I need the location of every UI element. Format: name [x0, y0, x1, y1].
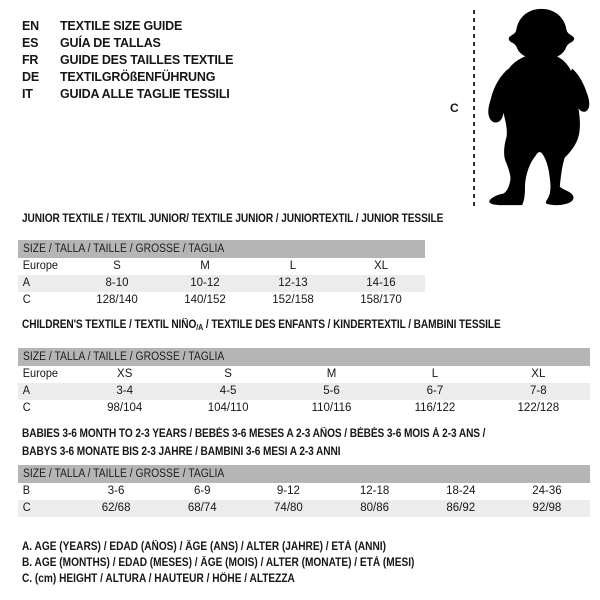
table-cell: 68/74	[187, 502, 217, 514]
row-label: A	[22, 277, 31, 289]
table-cell: 9-12	[276, 485, 300, 497]
table-cell: 122/128	[517, 402, 560, 414]
table-cell: 62/68	[101, 502, 131, 514]
row-label: Europe	[22, 368, 58, 380]
table-cell: 18-24	[446, 485, 476, 497]
language-title: GUIDE DES TAILLES TEXTILE	[60, 53, 234, 67]
table-cell: 86/92	[446, 502, 476, 514]
table-cell: 7-8	[530, 385, 547, 397]
children-heading-post: / TEXTILE DES ENFANTS / KINDERTEXTIL / BAMBINI TESSILE	[203, 319, 501, 331]
table-row-europe	[18, 366, 590, 383]
table-cell: 152/158	[272, 294, 314, 306]
table-cell: 74/80	[274, 502, 303, 514]
babies-size-table	[18, 465, 590, 517]
junior-size-table	[18, 240, 425, 309]
table-cell: 98/104	[107, 402, 143, 414]
table-row-age	[18, 275, 425, 292]
table-size-header	[18, 465, 590, 483]
row-label: C	[22, 294, 31, 306]
legend-note-b: B. AGE (MONTHS) / EDAD (MESES) / ÂGE (MOIS) / ALTER (MONATE) / ETÀ (MESI)	[22, 557, 415, 569]
language-title: GUIDA ALLE TAGLIE TESSILI	[60, 87, 230, 101]
language-title-list	[22, 18, 233, 103]
language-code: EN	[22, 19, 39, 33]
table-row-europe	[18, 258, 425, 275]
language-code: FR	[22, 53, 39, 67]
row-label: Europe	[22, 260, 58, 272]
height-measure-label: C	[450, 101, 459, 115]
language-row	[22, 52, 233, 69]
table-cell: 12-13	[278, 277, 308, 289]
table-cell: 8-10	[105, 277, 129, 289]
table-cell: 80/86	[360, 502, 389, 514]
table-cell: M	[326, 368, 337, 380]
table-cell: 6-7	[426, 385, 444, 397]
table-cell: L	[431, 368, 439, 380]
babies-heading-line1: BABIES 3-6 MONTH TO 2-3 YEARS / BEBÉS 3-6 MESES A 2-3 AÑOS / BÉBÉS 3-6 MOIS À 2-3 ANS /	[22, 428, 486, 440]
language-row	[22, 35, 233, 52]
table-cell: 92/98	[532, 502, 562, 514]
table-cell: XS	[117, 368, 133, 380]
children-size-table	[18, 348, 590, 417]
table-cell: XL	[531, 368, 546, 380]
table-cell: 3-4	[116, 385, 134, 397]
table-row-height	[18, 500, 590, 517]
language-code: IT	[22, 87, 33, 101]
table-row-height	[18, 292, 425, 309]
table-cell: S	[224, 368, 232, 380]
table-cell: 116/122	[414, 402, 456, 414]
table-cell: XL	[373, 260, 389, 272]
legend-note-c: C. (cm) HEIGHT / ALTURA / HAUTEUR / HÖHE / ALTEZZA	[22, 573, 295, 585]
language-row	[22, 86, 233, 103]
table-cell: 128/140	[96, 294, 138, 306]
table-cell: 110/116	[311, 402, 352, 414]
table-cell: 3-6	[107, 485, 125, 497]
table-cell: 140/152	[184, 294, 226, 306]
table-cell: 5-6	[323, 385, 340, 397]
size-header-text: SIZE / TALLA / TAILLE / GRÖSSE / TAGLIA	[23, 243, 225, 255]
language-title: GUÍA DE TALLAS	[60, 36, 161, 50]
table-row-height	[18, 400, 590, 417]
table-cell: S	[113, 260, 121, 272]
babies-section-heading	[22, 425, 485, 461]
language-row	[22, 69, 233, 86]
language-row	[22, 18, 233, 35]
row-label: C	[22, 502, 31, 514]
size-header-text: SIZE / TALLA / TAILLE / GRÖSSE / TAGLIA	[23, 351, 225, 363]
language-title: TEXTILGRÖßENFÜHRUNG	[60, 70, 216, 84]
table-cell: 104/110	[207, 402, 249, 414]
table-row-age	[18, 383, 590, 400]
language-code: DE	[22, 70, 39, 84]
table-cell: 4-5	[219, 385, 237, 397]
row-label: C	[22, 402, 31, 414]
children-heading-subscript: /A	[196, 323, 204, 332]
children-heading-pre: CHILDREN'S TEXTILE / TEXTIL NIÑO	[22, 319, 197, 331]
babies-heading-line2: BABYS 3-6 MONATE BIS 2-3 JAHRE / BAMBINI 3-6 MESI A 2-3 ANNI	[22, 446, 341, 458]
baby-silhouette-icon	[481, 5, 598, 208]
legend-notes	[22, 539, 468, 587]
table-cell: M	[200, 260, 210, 272]
junior-section-heading: JUNIOR TEXTILE / TEXTIL JUNIOR/ TEXTILE JUNIOR / JUNIORTEXTIL / JUNIOR TESSILE	[22, 213, 444, 225]
language-code: ES	[22, 36, 39, 50]
table-row-age-months	[18, 483, 590, 500]
table-cell: 10-12	[190, 277, 220, 289]
children-section-heading	[22, 319, 501, 332]
size-header-text: SIZE / TALLA / TAILLE / GRÖSSE / TAGLIA	[23, 468, 225, 480]
table-cell: 14-16	[366, 277, 396, 289]
table-size-header	[18, 240, 425, 258]
row-label: A	[22, 385, 31, 397]
legend-note-a: A. AGE (YEARS) / EDAD (AÑOS) / ÂGE (ANS) / ALTER (JAHRE) / ETÀ (ANNI)	[22, 541, 386, 553]
table-cell: L	[289, 260, 297, 272]
height-measure-line	[473, 10, 475, 207]
row-label: B	[22, 485, 31, 497]
table-cell: 24-36	[532, 485, 562, 497]
table-size-header	[18, 348, 590, 366]
table-cell: 158/170	[360, 294, 402, 306]
language-title: TEXTILE SIZE GUIDE	[60, 19, 183, 33]
table-cell: 12-18	[359, 485, 390, 497]
table-cell: 6-9	[193, 485, 211, 497]
